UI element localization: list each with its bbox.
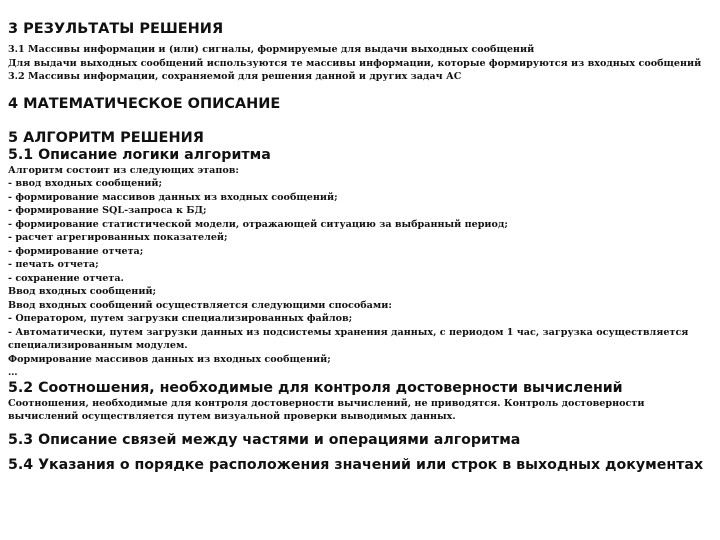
algorithm-line: Ввод входных сообщений;	[8, 286, 157, 297]
algorithm-line: Ввод входных сообщений осуществляется следующими способами:	[8, 299, 392, 311]
section-5-2-heading: 5.2 Соотношения, необходимые для контроля достоверности вычислений	[8, 379, 623, 396]
algorithm-line: - формирование отчета;	[8, 245, 144, 257]
algorithm-line: - ввод входных сообщений;	[8, 178, 162, 189]
section-5-2-text: Соотношения, необходимые для контроля достоверности вычислений, не приводятся. Контроль достоверности вычислений осуществляется путем визуальной проверки выводимых данных.	[8, 397, 645, 422]
algorithm-line: - расчет агрегированных показателей;	[8, 232, 228, 243]
section-3-2-line: 3.2 Массивы информации, сохраняемой для решения данной и других задач АС	[8, 71, 462, 82]
document-page	[8, 20, 712, 474]
ellipsis-line: …	[8, 367, 18, 378]
section-3-1-text: Для выдачи выходных сообщений используются те массивы информации, которые формируются из входных сообщений	[8, 57, 702, 69]
algorithm-line: Формирование массивов данных из входных сообщений;	[8, 353, 331, 365]
section-5-3-heading: 5.3 Описание связей между частями и операциями алгоритма	[8, 431, 521, 448]
algorithm-line: - формирование SQL-запроса к БД;	[8, 205, 207, 216]
algorithm-line: - сохранение отчета.	[8, 272, 124, 284]
algorithm-line: - Оператором, путем загрузки специализированных файлов;	[8, 313, 353, 324]
section-4-heading: 4 МАТЕМАТИЧЕСКОЕ ОПИСАНИЕ	[8, 95, 281, 112]
section-3-heading: 3 РЕЗУЛЬТАТЫ РЕШЕНИЯ	[8, 21, 224, 37]
section-5-heading: 5 АЛГОРИТМ РЕШЕНИЯ	[8, 129, 204, 146]
section-5-4-heading: 5.4 Указания о порядке расположения значений или строк в выходных документах	[8, 456, 704, 473]
section-3-1-line: 3.1 Массивы информации и (или) сигналы, формируемые для выдачи выходных сообщений	[8, 44, 535, 55]
algorithm-line: Алгоритм состоит из следующих этапов:	[8, 164, 239, 176]
section-5-1-heading: 5.1 Описание логики алгоритма	[8, 146, 271, 163]
algorithm-line: - печать отчета;	[8, 259, 99, 270]
algorithm-line: - формирование статистической модели, отражающей ситуацию за выбранный период;	[8, 218, 508, 230]
algorithm-wrapped-line: - Автоматически, путем загрузки данных из подсистемы хранения данных, с периодом 1 час, загрузка осуществляется специализированным модулем.	[8, 326, 689, 351]
algorithm-line: - формирование массивов данных из входных сообщений;	[8, 191, 338, 203]
